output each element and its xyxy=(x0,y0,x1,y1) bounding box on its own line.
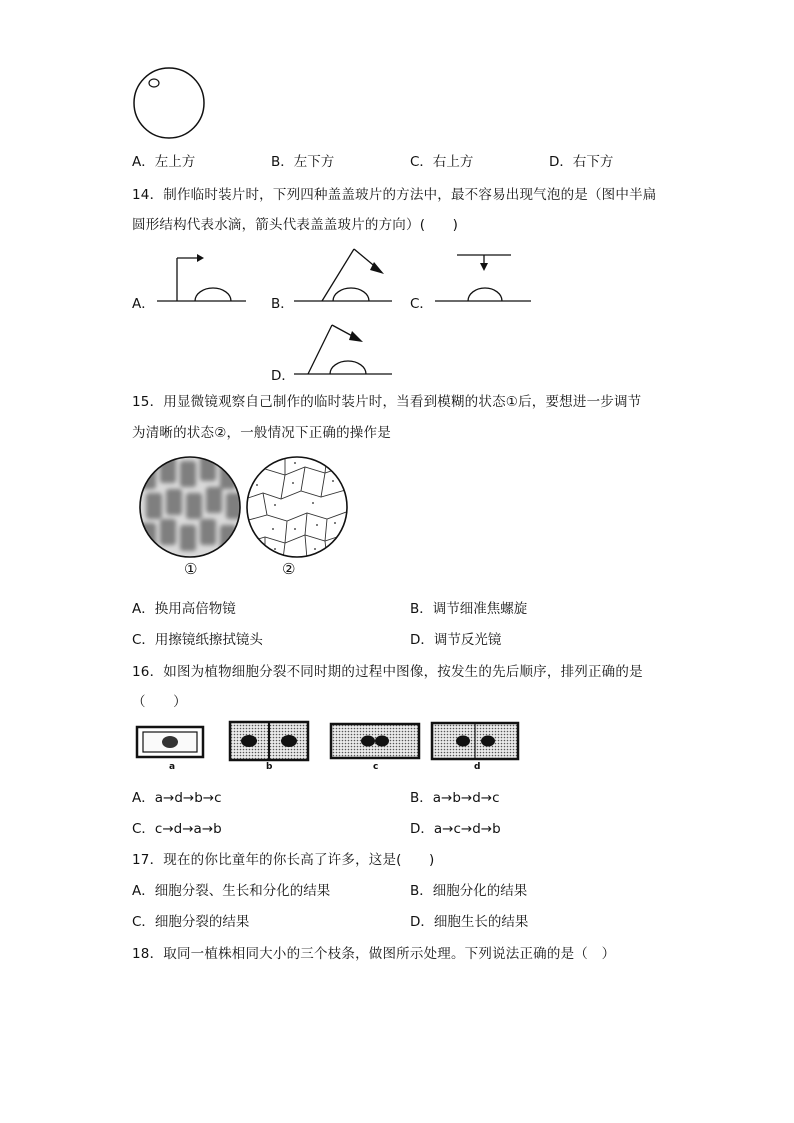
q14-option-d-figure xyxy=(294,318,394,378)
q15-question-line-1: 15．用显微镜观察自己制作的临时装片时，当看到模糊的状态①后，要想进一步调节 xyxy=(132,394,642,410)
q13-microscope-view-figure xyxy=(130,68,210,140)
q15-blurry-view-figure xyxy=(138,455,242,559)
q16-option-c[interactable]: C．c→d→a→b xyxy=(132,821,222,837)
q15-figure-label-2: ② xyxy=(282,560,296,578)
q17-option-d[interactable]: D．细胞生长的结果 xyxy=(410,914,529,930)
q16-question-line-2: （ ） xyxy=(132,694,187,710)
q16-figure-label-c: c xyxy=(373,762,379,772)
q14-question-line-1: 14．制作临时装片时，下列四种盖盖玻片的方法中，最不容易出现气泡的是（图中半扁 xyxy=(132,187,657,203)
q14-question-line-2: 圆形结构代表水滴，箭头代表盖盖玻片的方向）( ) xyxy=(132,217,459,233)
q16-option-b[interactable]: B．a→b→d→c xyxy=(410,790,500,806)
q15-option-c[interactable]: C．用擦镜纸擦拭镜头 xyxy=(132,632,263,648)
q15-figure-label-1: ① xyxy=(184,560,198,578)
q16-option-d[interactable]: D．a→c→d→b xyxy=(410,821,501,837)
q17-option-a[interactable]: A．细胞分裂、生长和分化的结果 xyxy=(132,883,331,899)
q16-cell-division-figure xyxy=(134,718,524,770)
q14-option-b-figure xyxy=(294,245,394,305)
q16-option-a[interactable]: A．a→d→b→c xyxy=(132,790,222,806)
q15-clear-view-figure xyxy=(245,455,349,559)
q17-question-line-1: 17．现在的你比童年的你长高了许多，这是( ) xyxy=(132,852,435,868)
q14-option-c-label[interactable]: C． xyxy=(410,296,433,312)
q13-option-d[interactable]: D．右下方 xyxy=(549,154,614,170)
q16-figure-label-b: b xyxy=(266,762,273,772)
q14-option-a-label[interactable]: A． xyxy=(132,296,155,312)
q18-question-line-1: 18．取同一植株相同大小的三个枝条，做图所示处理。下列说法正确的是（ ） xyxy=(132,946,616,962)
q13-option-c[interactable]: C．右上方 xyxy=(410,154,474,170)
q14-option-a-figure xyxy=(157,250,247,305)
q15-question-line-2: 为清晰的状态②，一般情况下正确的操作是 xyxy=(132,425,391,441)
q15-option-a[interactable]: A．换用高倍物镜 xyxy=(132,601,236,617)
q14-option-b-label[interactable]: B． xyxy=(271,296,294,312)
q17-option-b[interactable]: B．细胞分化的结果 xyxy=(410,883,528,899)
q14-option-c-figure xyxy=(435,250,533,305)
q13-option-a[interactable]: A．左上方 xyxy=(132,154,196,170)
q15-option-b[interactable]: B．调节细准焦螺旋 xyxy=(410,601,528,617)
q16-figure-label-a: a xyxy=(169,762,176,772)
q16-figure-label-d: d xyxy=(474,762,481,772)
q13-option-b[interactable]: B．左下方 xyxy=(271,154,335,170)
q14-option-d-label[interactable]: D． xyxy=(271,368,295,384)
q15-option-d[interactable]: D．调节反光镜 xyxy=(410,632,502,648)
q16-question-line-1: 16．如图为植物细胞分裂不同时期的过程中图像，按发生的先后顺序，排列正确的是 xyxy=(132,664,643,680)
q17-option-c[interactable]: C．细胞分裂的结果 xyxy=(132,914,250,930)
